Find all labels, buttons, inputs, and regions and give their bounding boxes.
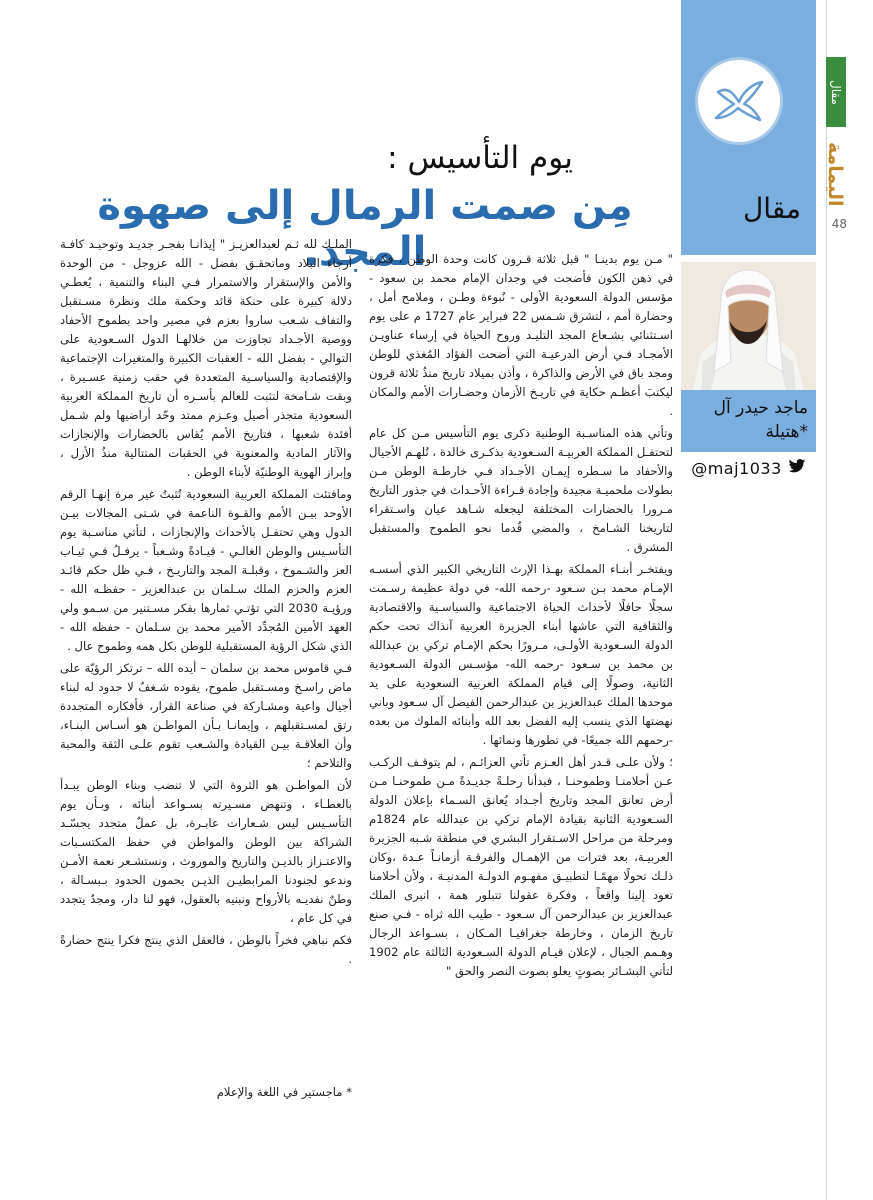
article-title: مِن صمت الرمال إلى صهوة المجد.: [97, 183, 633, 275]
author-name-box: [681, 390, 816, 452]
author-handle: @maj1033: [691, 458, 782, 478]
paragraph: فكم نباهي فخراً بالوطن ، فالعقل الذي ينتج فكرا ينتج حضارةً .: [60, 933, 352, 966]
paragraph: فـي قاموس محمد بن سلمان – أيده الله – ترتكز الرؤيّة على ماض راسـخ ومسـتقبل طموح، يقوده شـغفٌ لا حدود له لبناء أجيال واعية ومشـاركة في صناعة القرار، فأفكاره المتجددة رتق لمسـتقبلهم ، وإيمانـا بـأن المواطـن هو أسـاس البنـاء، وأن العلاقـة بيـن القيادة والشـعب تقوم علـى الثقة والمحبة والتلاحم ؛: [60, 661, 352, 770]
paragraph: الملـك لله ثـم لعبدالعزيـز " إيذانـا بفجـر جديـد وتوحيـد كافـة أرجاء البلاد وماتحقـق بفضل - الله عزوجل - من الوحدة والأمن والإستقرار والاستمرار فـي البناء والتنمية ، يُعطـي دلالة كبيرة على حنكة قائد وحكمة ملك ونظرة مسـتقبل والتفاف شـعب ساروا بعزم في مصير واحد بطموح الأحفاد ووصية الأجـداد تجاوزت من خلالهـا الدول السـعودية على التوالي - بفضل الله - العقبات الكبيرة والمتغيرات الإجتماعية والإقتصادية والسياسـية المتعددة في حقب زمنية عسـيرة ، وبقت شـامخة لتثبت للعالم بأسـره أن تاريخ المملكة العربية السعودية متجذر أصيل وعـزم ممتد وحّد أراضيها ولم شـمل أفئدة شعبها ، فتاريخ الأمم يُقاس بالحضارات والإنجازات والآثار المادية والمعنوية في الحقبات المتتالية منذُ الأزل ، وإبراز الهوية الوطنيّة لأبناء الوطن .: [60, 237, 352, 479]
article-column-right: [369, 250, 673, 1130]
paragraph: ؛ ولأن علـى قـدر أهل العـزم تأتي العزائـم ، لم يتوقـف الركـب عـن أحلامنـا وطموحنـا ، فبدأنا رحلـةً جديـدةً مـن طموحنـا مـن أرض تعانق المجد وتاريخ أجـداد يُعانق السـماء بإعلان الدولة السـعودية الثانية بقيادة الإمام تركي بن عبدالله عام 1824م ومرحلة من مراحل الاسـتقرار البشري في منطقة شـبه الجزيرة العربيـة، بعد فترات من الإهمـال والفرقـة أزمانـاً عـدة ،وكان ذلـك تحولًا مهمًـا لتطبيـق مفهـوم الدولـة المدنيـة ، ولأن أحلامنا تعود إلينا واقعاً ، وفكرة عقولنا تتبلور همة ، انبرى الملك عبدالعزيز بن عبدالرحمن آل سـعود - طيب الله ثراه - فـي صنع تاريخ الزمان ، وخارطة جغرافيـا المـكان ، بسـواعد الرجال وهـمم الجبال ، لإعلان قيـام الدولة السـعودية الثالثة عام 1902 لتأتي البشـائر بصوتٍ يعلو بصوت النصر والحق ": [369, 755, 673, 978]
section-tab: مقال: [826, 57, 846, 127]
bird-icon: [698, 60, 780, 142]
magazine-logo: اليمامة: [824, 142, 846, 207]
paragraph: وتأتي هذه المناسـبة الوطنية ذكرى يوم التأسيس مـن كل عام لتحتفـل المملكة العربيـة السـعودية بذكـرى خالدة ، تُلهـم الأجيال والأحفاد ما سـطره إيمـان الأجـداد فـي خارطـة الوطن مـن بطولات ملحميـة مجيدة وإجادة قـراءة الأحـداث في جذور التاريخ مـرورا بالحضارات المختلفة ليجعله شـاهد عيان واسـتقراء لتاريخنا الشـامخ ، والمضي قُدما نحو الطموح والمستقبل المشرق .: [369, 426, 673, 554]
page-number: 48: [831, 217, 847, 231]
article-kicker: يوم التأسيس :: [387, 140, 573, 176]
paragraph: ومافتئت المملكة العربية السعودية تُثبتُ غير مرة إنهـا الرقم الأوحد بيـن الأمم والقـوة الناعمة في شـتى المجالات بيـن الدول وهي تحتفـل بالأحداث والإنجازات ، لتأتي مناسـبة يوم التأسـيس والوطن الغالـي - قيـادةً وشـعباً - يرفـلُ فـي ثيـاب العز والشـموخ ، وقبلـة المجد والتاريـخ ، فـي ظل حكم قائـد العزم والحزم الملك سـلمان بن عبدالعزيز - حفظـه الله - ورؤيـة 2030 التي تؤتـي ثمارها بفكر مسـتنير من سـمو ولي العهد الأمين المُجدِّد الأمير محمد بن سـلمان - حفظه الله - الذي شكل الرؤية المستقبلية للوطن بكل همه وطموح عال .: [60, 487, 352, 653]
paragraph: " مـن يوم بدينـا " قبل ثلاثة قـرون كانت وحدة الوطن ، فكرة في ذهن الكون فأضحت في وجدان الإمام محمد بن سعود - مؤسس الدولة السعودية الأولى - نُبوءة وطـن ، وملامح أمل ، وحضارة أمم ، لتشرق شـمس 22 فبراير عام 1727 م على يوم اسـتثنائي بشـعاع المجد التليـد وروح الحياة في إرساء عناويـن الأمجـاد فـي أرض الدرعيـة التي أضحت الفؤاد المُغذي للوطن ومجد باق في الأرض والذاكرة ، وأذن بميلاد تاريخ منذُ ثلاثة قرون ليكتبَ أعظـم حكاية في تاريـخ الأزمان وحضـارات الأمم والمكان .: [369, 252, 673, 418]
article-column-left: [60, 235, 352, 1035]
author-footnote: * ماجستير في اللغة والإعلام: [216, 1085, 352, 1099]
paragraph: ويفتخـر أبنـاء المملكة بهـذا الإرث التاريخي الكبير الذي أسسـه الإمـام محمد بـن سـعود -رحمه الله- في دولة عظيمة رسـمت سجلًا حافلًا لأحداث الحياة الاجتماعية والسياسـية والاقتصادية والثقافية التي عاشها أبناء الجزيرة العربية آنذاك تحت حكم الدولة السـعودية الأولـى، مـرورًا بحكم الإمـام تركي بن عبدالله بن محمد بن سـعود -رحمه الله- مؤسـس الدولة السـعودية الثانية، وصولًا إلى قيام المملكة العربية السعودية على يد موحدها الملك عبدالعزيز بن عبدالرحمن الفيصل آل سـعود وباني نهضتها الذي ينسب إليه الفضل بعد الله وأبنائه الملوك من بعده -رحمهم الله جميعًا- في تطورها ونمائها .: [369, 562, 673, 747]
author-photo: [681, 262, 816, 390]
paragraph: لأن المواطـن هو الثروة التي لا تنضب وبناء الوطن يبـدأ بالعطـاء ، وتنهض مسـيرته بسـواعد أبنائه ، وبـأن يوم التأسـيس ليس شـعارات عابـرة، بل عملٌ متجدد يجسّـد الشراكة بين الوطن والمواطن في حفظ المكتسـبات والاعتـزاز بالديـن والتاريخ والموروث ، ونستشـعر نعمة الأمـن وندعو لجنودنا المرابطيـن الذيـن يحمون الحدود بـبسـالة ، وطنٌ نفديـه بالأرواح ونبنيه بالعقول، فهو لنا دار، ومجدٌ يتجدد في كل عام ،: [60, 778, 352, 925]
section-label: مقال: [742, 192, 801, 225]
author-name-line2: هتيلة*: [765, 422, 808, 442]
twitter-icon: [788, 459, 806, 478]
author-name-line1: ماجد حيدر آل: [713, 398, 808, 418]
author-handle-row: [681, 456, 816, 480]
